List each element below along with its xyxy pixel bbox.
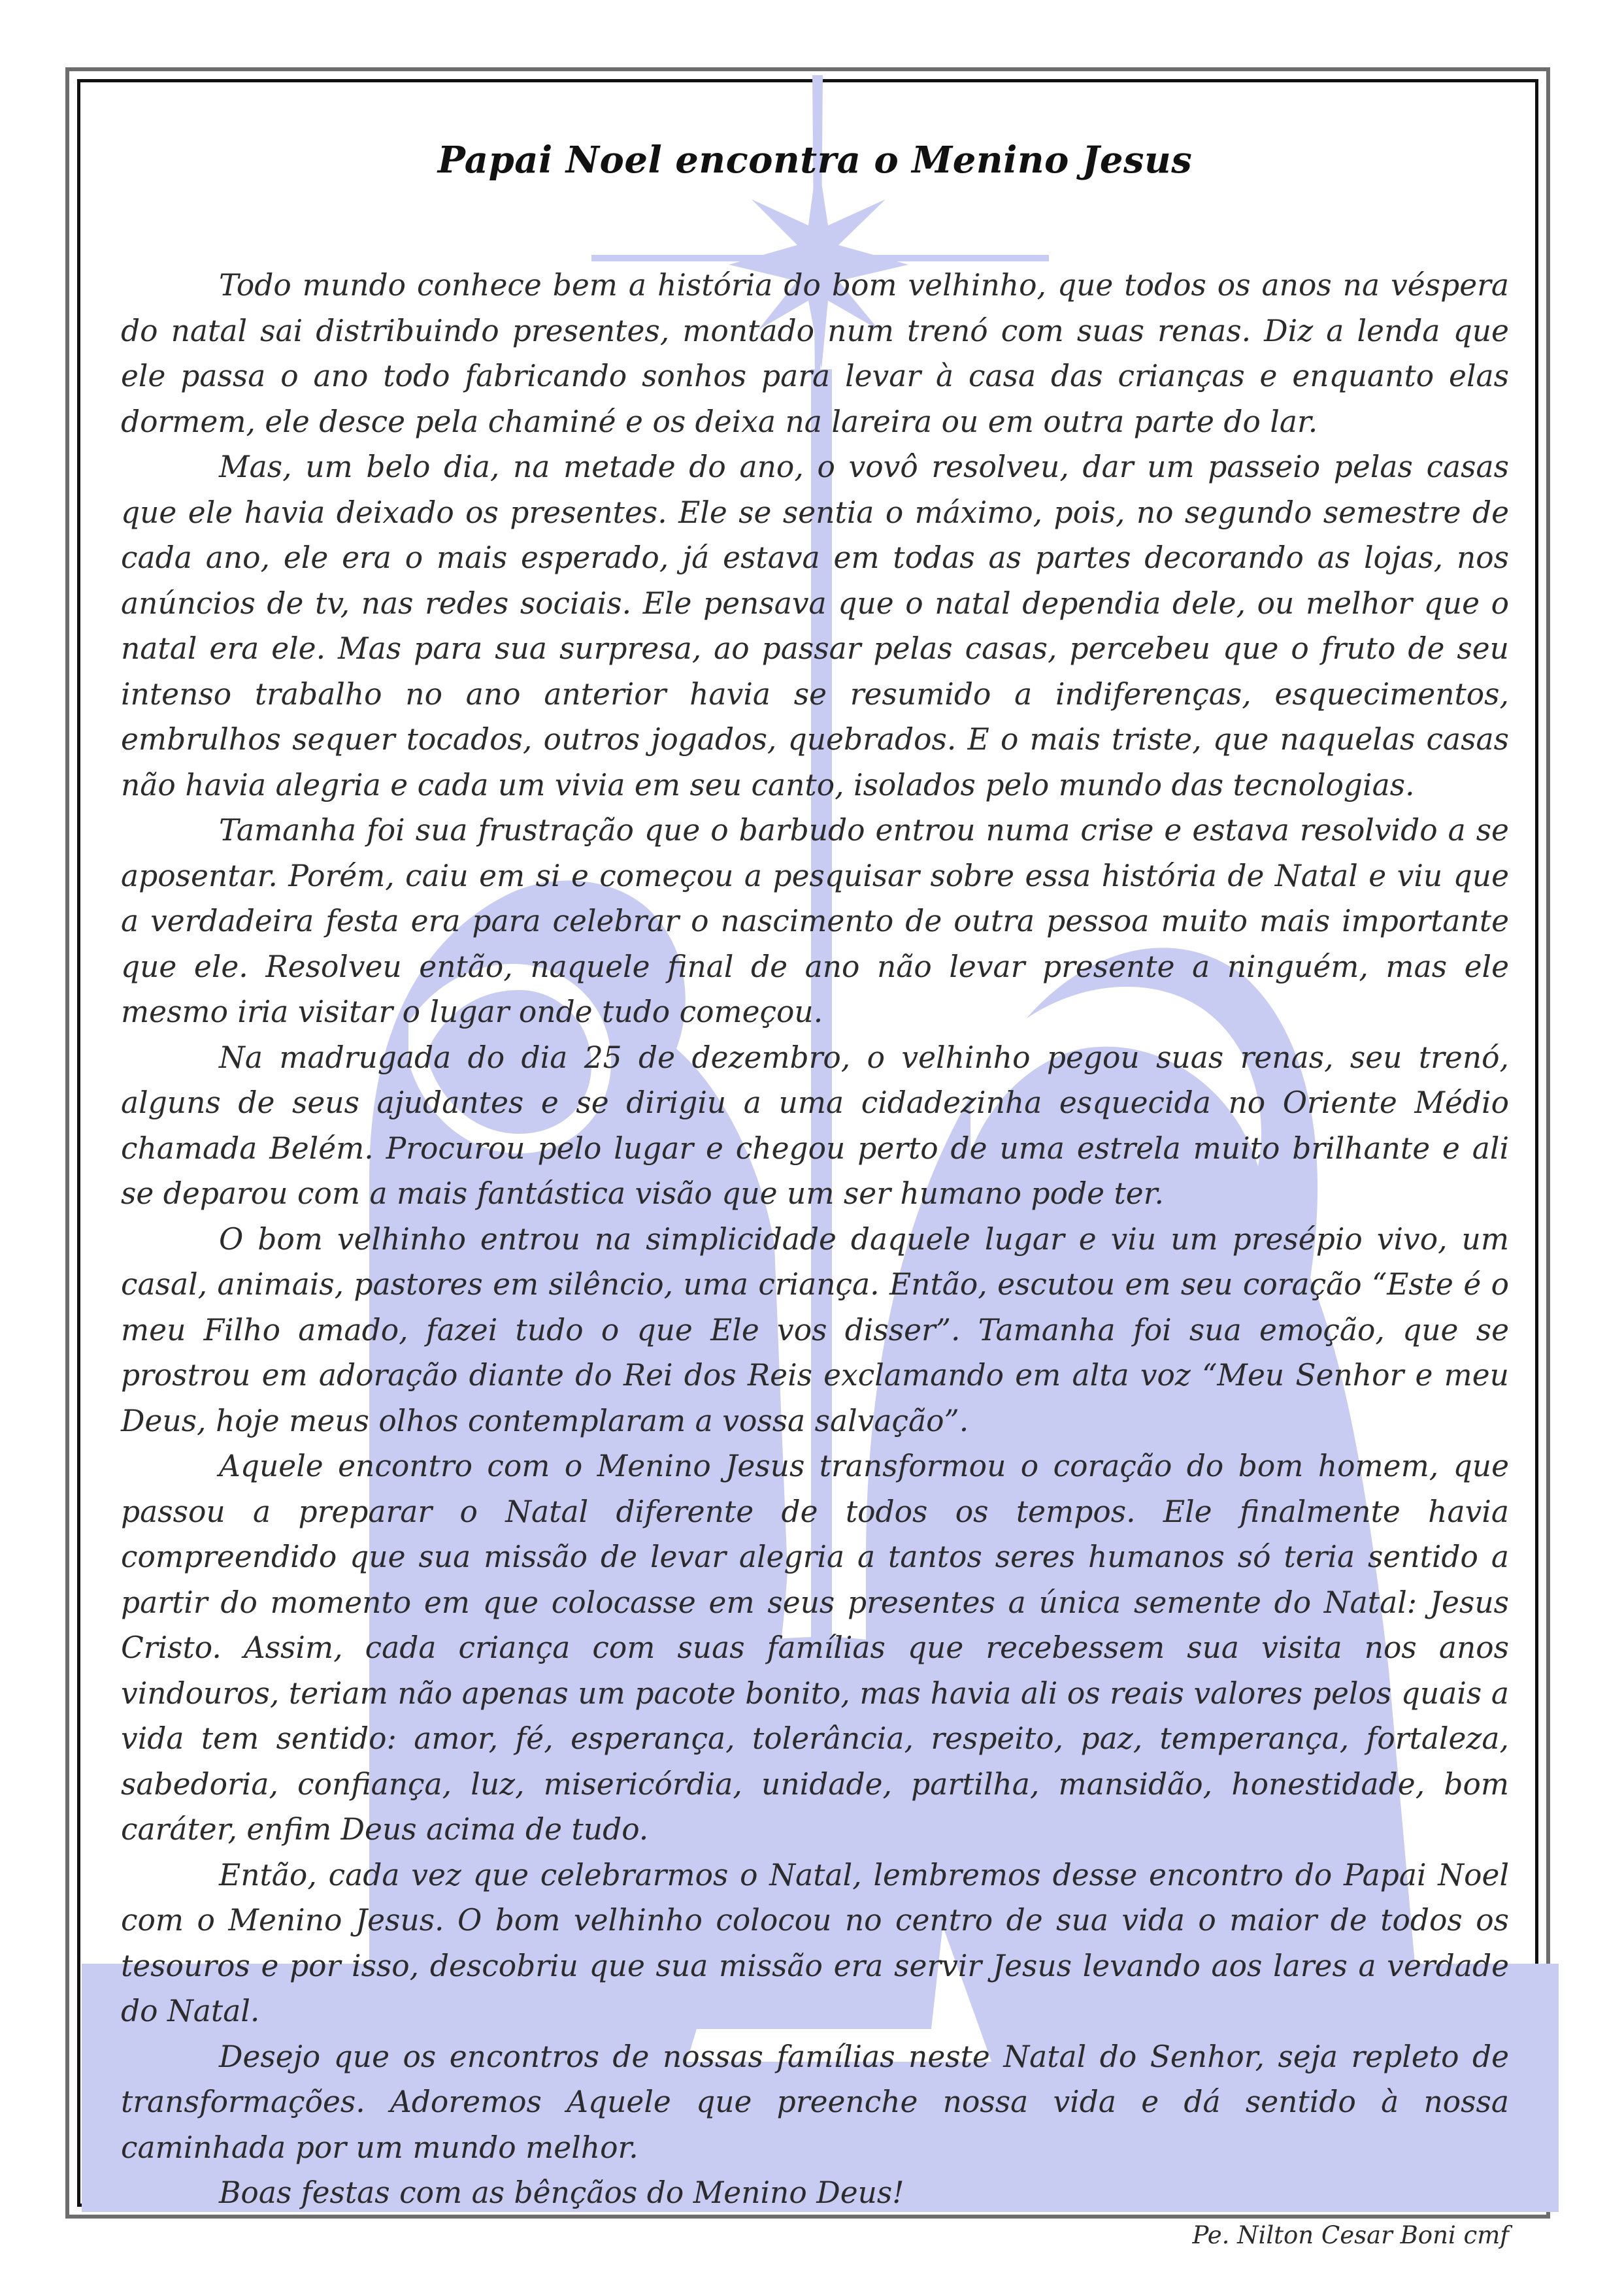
paragraph: Então, cada vez que celebrarmos o Natal, lembremos desse encontro do Papai Noel com o Menino Jesus. O bom velhinho colocou no centro de sua vida o maior de todos os tesouros e por isso, descobriu que sua missão era servir Jesus levando aos lares a verdade do Natal. — [121, 1857, 1509, 2029]
paragraph: O bom velhinho entrou na simplicidade daquele lugar e viu um presépio vivo, um casal, animais, pastores em silêncio, uma criança. Então, escutou em seu coração “Este é o meu Filho amado, fazei tudo o que Ele vos disser”. Tamanha foi sua emoção, que se prostrou em adoração diante do Rei dos Reis exclamando em alta voz “Meu Senhor e meu Deus, hoje meus olhos contemplaram a vossa salvação”. — [121, 1221, 1509, 1438]
paragraph: Boas festas com as bênçãos do Menino Deus! — [219, 2175, 904, 2211]
paragraph: Todo mundo conhece bem a história do bom velhinho, que todos os anos na véspera do natal sai distribuindo presentes, montado num trenó com suas renas. Diz a lenda que ele passa o ano todo fabricando sonhos para levar à casa das crianças e enquanto elas dormem, ele desce pela chaminé e os deixa na lareira ou em outra parte do lar. — [121, 268, 1509, 439]
signature: Pe. Nilton Cesar Boni cmf — [1192, 2221, 1509, 2249]
page-border-inner — [77, 79, 1538, 2249]
paragraph: Na madrugada do dia 25 de dezembro, o velhinho pegou suas renas, seu trenó, alguns de seus ajudantes e se dirigiu a uma cidadezinha esquecida no Oriente Médio chamada Belém. Procurou pelo lugar e chegou perto de uma estrela muito brilhante e ali se deparou com a mais fantástica visão que um ser humano pode ter. — [121, 1040, 1509, 1212]
document-title: Papai Noel encontra o Menino Jesus — [437, 139, 1193, 182]
paragraph: Desejo que os encontros de nossas famílias neste Natal do Senhor, seja repleto de transformações. Adoremos Aquele que preenche nossa vida e dá sentido à nossa caminhada por um mundo melhor. — [121, 2039, 1509, 2165]
document-body — [121, 263, 1509, 2216]
paragraph: Mas, um belo dia, na metade do ano, o vovô resolveu, dar um passeio pelas casas que ele havia deixado os presentes. Ele se sentia o máximo, pois, no segundo semestre de cada ano, ele era o mais esperado, já estava em todas as partes decorando as lojas, nos anúncios de tv, nas redes sociais. Ele pensava que o natal dependia dele, ou melhor que o natal era ele. Mas para sua surpresa, ao passar pelas casas, percebeu que o fruto de seu intenso trabalho no ano anterior havia se resumido a indiferenças, esquecimentos, embrulhos sequer tocados, outros jogados, quebrados. E o mais triste, que naquelas casas não havia alegria e cada um vivia em seu canto, isolados pelo mundo das tecnologias. — [121, 450, 1509, 802]
paragraph: Tamanha foi sua frustração que o barbudo entrou numa crise e estava resolvido a se aposentar. Porém, caiu em si e começou a pesquisar sobre essa história de Natal e viu que a verdadeira festa era para celebrar o nascimento de outra pessoa muito mais importante que ele. Resolveu então, naquele final de ano não levar presente a ninguém, mas ele mesmo iria visitar o lugar onde tudo começou. — [121, 813, 1509, 1030]
document-content — [121, 82, 1509, 2255]
paragraph: Aquele encontro com o Menino Jesus transformou o coração do bom homem, que passou a preparar o Natal diferente de todos os tempos. Ele finalmente havia compreendido que sua missão de levar alegria a tantos seres humanos só teria sentido a partir do momento em que colocasse em seus presentes a única semente do Natal: Jesus Cristo. Assim, cada criança com suas famílias que recebessem sua visita nos anos vindouros, teriam não apenas um pacote bonito, mas havia ali os reais valores pelos quais a vida tem sentido: amor, fé, esperança, tolerância, respeito, paz, temperança, fortaleza, sabedoria, confiança, luz, misericórdia, unidade, partilha, mansidão, honestidade, bom caráter, enfim Deus acima de tudo. — [121, 1449, 1509, 1847]
